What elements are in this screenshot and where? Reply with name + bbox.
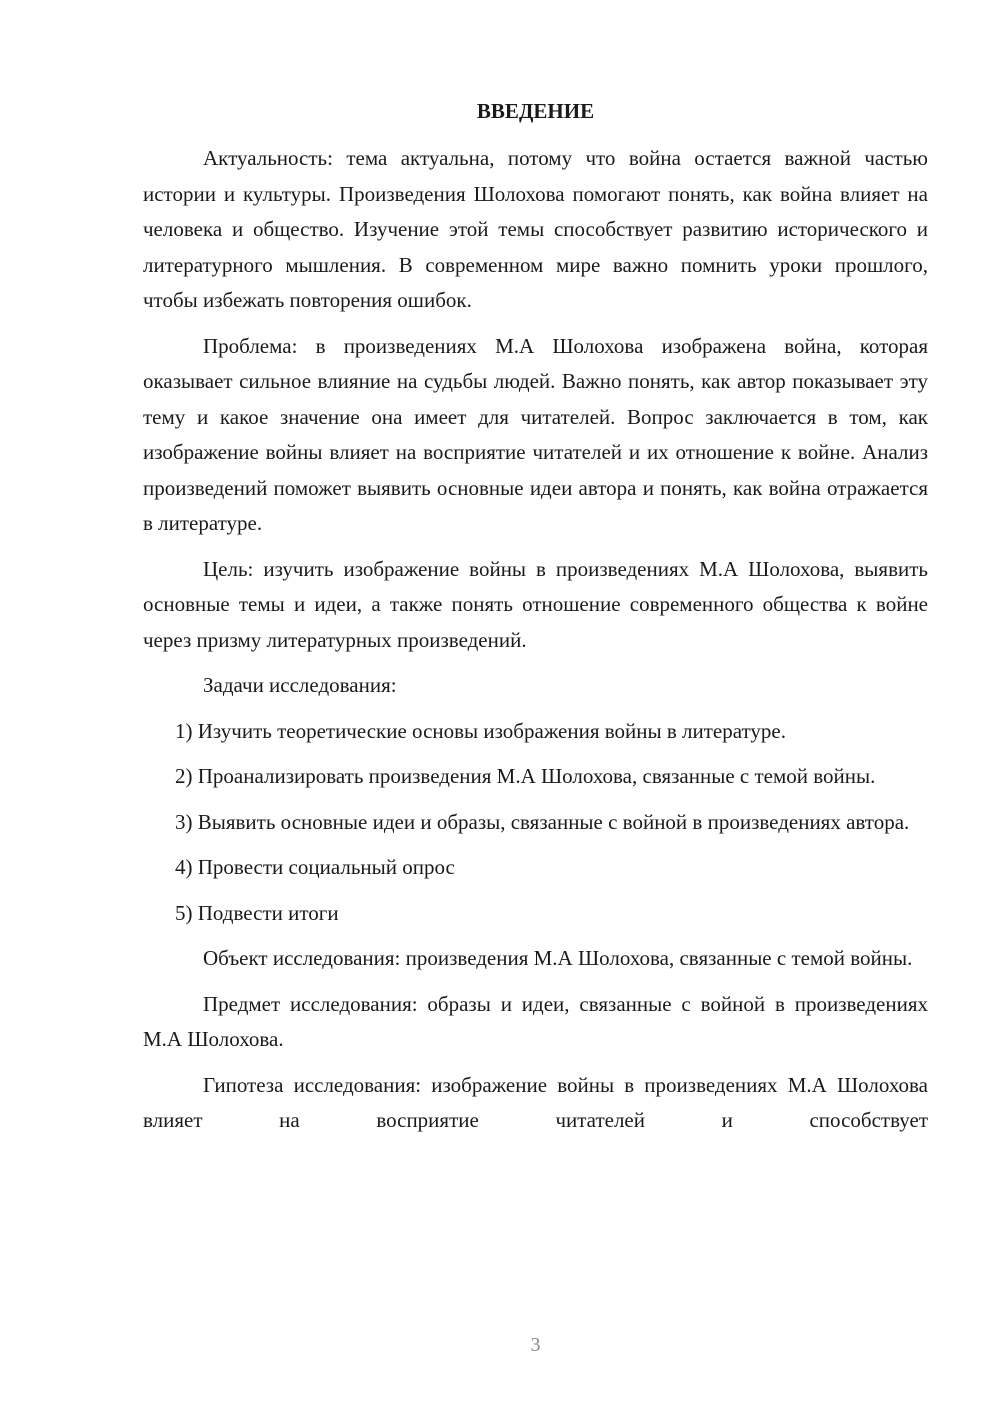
paragraph-hypothesis: Гипотеза исследования: изображение войны в произведениях М.А Шолохова влияет на восприятие читателей и способствует: [143, 1072, 928, 1132]
document-page: [143, 0, 928, 1414]
page-number: 3: [530, 1334, 541, 1356]
tasks-heading: Задачи исследования:: [203, 673, 397, 697]
paragraph-goal: Цель: изучить изображение войны в произведениях М.А Шолохова, выявить основные темы и идеи, а также понять отношение современного общества к войне через призму литературных произведений.: [143, 556, 928, 652]
paragraph-object: Объект исследования: произведения М.А Шолохова, связанные с темой войны.: [203, 946, 913, 970]
task-item-3: 3) Выявить основные идеи и образы, связанные с войной в произведениях автора.: [175, 809, 910, 834]
document-body: [143, 141, 928, 1139]
task-item-4: 4) Провести социальный опрос: [175, 855, 455, 879]
paragraph-subject: Предмет исследования: образы и идеи, связанные с войной в произведениях М.А Шолохова.: [143, 991, 928, 1051]
paragraph-problem: Проблема: в произведениях М.А Шолохова изображена война, которая оказывает сильное влияние на судьбы людей. Важно понять, как автор показывает эту тему и какое значение она имеет для читателей. Вопрос заключается в том, как изображение войны влияет на восприятие читателей и их отношение к войне. Анализ произведений поможет выявить основные идеи автора и понять, как война отражается в литературе.: [143, 333, 928, 535]
section-title: ВВЕДЕНИЕ: [476, 99, 595, 123]
task-item-5: 5) Подвести итоги: [175, 900, 339, 925]
task-item-2: 2) Проанализировать произведения М.А Шолохова, связанные с темой войны.: [175, 764, 876, 788]
paragraph-relevance: Актуальность: тема актуальна, потому что война остается важной частью истории и культуры. Произведения Шолохова помогают понять, как война влияет на человека и общество. Изучение этой темы способствует развитию исторического и литературного мышления. В современном мире важно помнить уроки прошлого, чтобы избежать повторения ошибок.: [143, 146, 928, 312]
task-item-1: 1) Изучить теоретические основы изображения войны в литературе.: [175, 718, 786, 743]
